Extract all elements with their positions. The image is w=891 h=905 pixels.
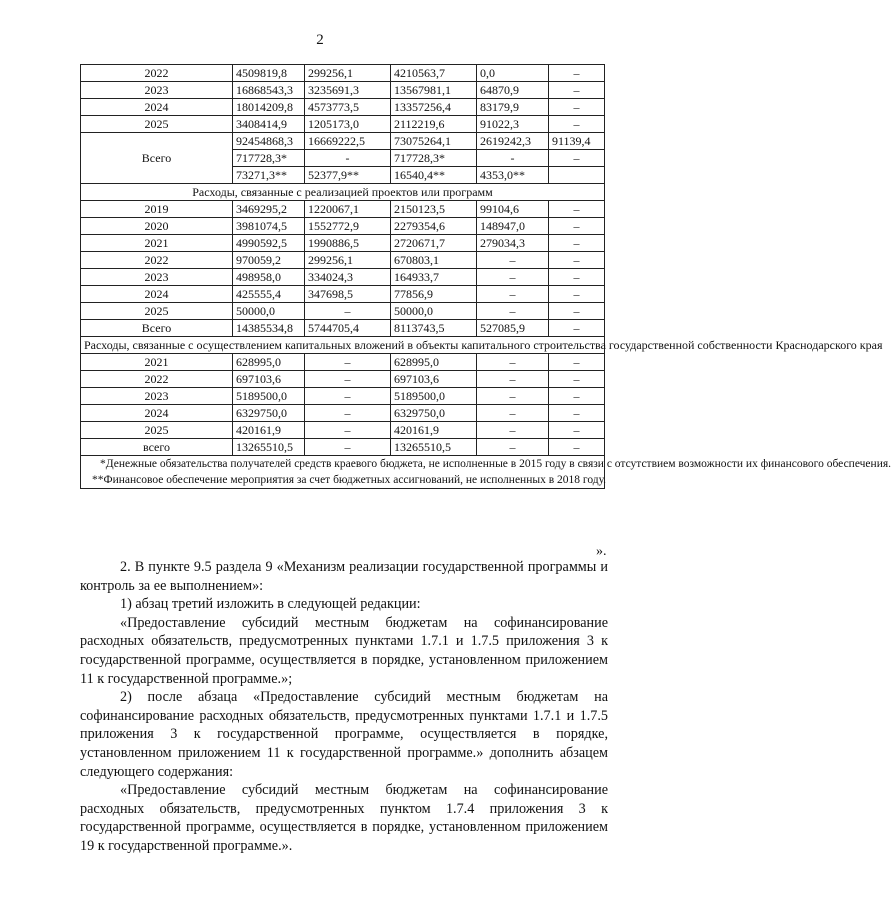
value-cell: 717728,3* [233,150,305,167]
row-label-cell: 2019 [81,201,233,218]
value-cell: 299256,1 [305,252,391,269]
value-cell: 77856,9 [391,286,477,303]
value-cell: – [549,439,605,456]
value-cell: – [477,269,549,286]
value-cell: – [305,354,391,371]
value-cell: 717728,3* [391,150,477,167]
value-cell: – [549,252,605,269]
value-cell: 279034,3 [477,235,549,252]
value-cell: 5189500,0 [233,388,305,405]
value-cell: 6329750,0 [233,405,305,422]
value-cell [549,167,605,184]
value-cell: – [549,116,605,133]
value-cell: – [549,269,605,286]
value-cell: 1205173,0 [305,116,391,133]
value-cell: 91139,4 [549,133,605,150]
value-cell: 2619242,3 [477,133,549,150]
table-row [81,371,605,388]
table-row [81,303,605,320]
value-cell: 13265510,5 [233,439,305,456]
value-cell: 13567981,1 [391,82,477,99]
footnote-text: *Денежные обязательства получателей средств краевого бюджета, не исполненные в 2015 году в связи с отсутствием возможности их финансового обеспечения. [81,456,605,473]
value-cell: – [477,371,549,388]
value-cell: – [305,371,391,388]
value-cell: – [305,439,391,456]
row-label-cell: 2021 [81,354,233,371]
table-row [81,439,605,456]
value-cell: 420161,9 [233,422,305,439]
value-cell: 91022,3 [477,116,549,133]
value-cell: – [549,371,605,388]
value-cell: – [549,422,605,439]
footnote-text: **Финансовое обеспечение мероприятия за счет бюджетных ассигнований, не исполненных в 2018 году. [81,472,605,489]
row-label-cell: 2020 [81,218,233,235]
value-cell: – [549,201,605,218]
table-row [81,286,605,303]
total-label-cell: Всего [81,133,233,184]
value-cell: 92454868,3 [233,133,305,150]
value-cell: 16868543,3 [233,82,305,99]
row-label-cell: 2024 [81,99,233,116]
value-cell: 16669222,5 [305,133,391,150]
row-label-cell: 2024 [81,286,233,303]
value-cell: 14385534,8 [233,320,305,337]
paragraph-subitem-2: 2) после абзаца «Предоставление субсидий местным бюджетам на софинансирование расходных обязательств, предусмотренных пунктами 1.7.1 и 1.7.5 приложения 3 к государственной программе, осуществляется в порядке, установленном приложением 11 к государственной программе.» дополнить абзацем следующего содержания: [80,689,608,780]
table-row [81,235,605,252]
table-row [81,116,605,133]
value-cell: – [549,150,605,167]
row-label-cell: 2023 [81,388,233,405]
table-row [81,82,605,99]
value-cell: – [477,405,549,422]
value-cell: 64870,9 [477,82,549,99]
closing-quote-mark: ». [596,544,607,559]
section-header-projects: Расходы, связанные с реализацией проектов или программ [81,184,605,201]
value-cell: 2279354,6 [391,218,477,235]
value-cell: – [549,388,605,405]
value-cell: 3469295,2 [233,201,305,218]
value-cell: – [477,286,549,303]
table-row [81,320,605,337]
value-cell: – [477,439,549,456]
value-cell: 13265510,5 [391,439,477,456]
table-row [81,252,605,269]
value-cell: – [549,405,605,422]
value-cell: 425555,4 [233,286,305,303]
row-label-cell: 2021 [81,235,233,252]
value-cell: 2720671,7 [391,235,477,252]
paragraph-item-2: 2. В пункте 9.5 раздела 9 «Механизм реализации государственной программы и контроль за ее выполнением»: [80,559,608,594]
value-cell: 4210563,7 [391,65,477,82]
row-label-cell: 2024 [81,405,233,422]
paragraph-subitem-1: 1) абзац третий изложить в следующей редакции: [120,596,421,613]
value-cell: – [305,422,391,439]
value-cell: – [549,99,605,116]
value-cell: 628995,0 [233,354,305,371]
value-cell: - [305,150,391,167]
paragraph-quote-1: «Предоставление субсидий местным бюджетам на софинансирование расходных обязательств, предусмотренных пунктами 1.7.1 и 1.7.5 приложения 3 к государственной программе, осуществляется в порядке, установленном приложением 11 к государственной программе.»; [80,614,608,687]
value-cell: 73271,3** [233,167,305,184]
value-cell: 299256,1 [305,65,391,82]
value-cell: 8113743,5 [391,320,477,337]
table-row [81,422,605,439]
value-cell: 73075264,1 [391,133,477,150]
row-label-cell: 2022 [81,252,233,269]
budget-table [80,64,891,489]
value-cell: – [477,388,549,405]
value-cell: 148947,0 [477,218,549,235]
row-label-cell: 2023 [81,269,233,286]
value-cell: 6329750,0 [391,405,477,422]
value-cell: 527085,9 [477,320,549,337]
value-cell: 347698,5 [305,286,391,303]
table-row [81,405,605,422]
value-cell: 4990592,5 [233,235,305,252]
value-cell: – [477,354,549,371]
row-label-cell: 2025 [81,116,233,133]
value-cell: 0,0 [477,65,549,82]
value-cell: – [305,388,391,405]
row-label-cell: 2025 [81,422,233,439]
value-cell: 3235691,3 [305,82,391,99]
value-cell: – [549,320,605,337]
row-label-cell: 2025 [81,303,233,320]
value-cell: 3408414,9 [233,116,305,133]
value-cell: – [549,354,605,371]
table-row [81,269,605,286]
row-label-cell: 2022 [81,65,233,82]
value-cell: 4509819,8 [233,65,305,82]
value-cell: – [477,252,549,269]
value-cell: – [549,286,605,303]
total-row [81,133,605,150]
amendment-text [80,558,608,856]
value-cell: 2150123,5 [391,201,477,218]
value-cell: 697103,6 [233,371,305,388]
row-label-cell: всего [81,439,233,456]
table-row [81,201,605,218]
table-row [81,354,605,371]
value-cell: – [549,218,605,235]
budget-table-body [81,65,891,489]
section-header-capital-investments: Расходы, связанные с осуществлением капитальных вложений в объекты капитального строительства государственной собственности Краснодарского края [81,337,605,354]
value-cell: – [549,82,605,99]
section-header-row [81,184,605,201]
value-cell: – [549,303,605,320]
row-label-cell: Всего [81,320,233,337]
value-cell: 498958,0 [233,269,305,286]
value-cell: 334024,3 [305,269,391,286]
value-cell: 4573773,5 [305,99,391,116]
footnote-row [81,456,605,473]
value-cell: – [549,235,605,252]
value-cell: 52377,9** [305,167,391,184]
table-row [81,65,605,82]
value-cell: – [549,65,605,82]
value-cell: 83179,9 [477,99,549,116]
value-cell: 420161,9 [391,422,477,439]
table-row [81,218,605,235]
value-cell: 2112219,6 [391,116,477,133]
table-row [81,99,605,116]
value-cell: 99104,6 [477,201,549,218]
section-header-row [81,337,605,354]
value-cell: 13357256,4 [391,99,477,116]
value-cell: 970059,2 [233,252,305,269]
value-cell: 50000,0 [391,303,477,320]
value-cell: 16540,4** [391,167,477,184]
value-cell: - [477,150,549,167]
value-cell: – [477,422,549,439]
value-cell: 697103,6 [391,371,477,388]
page-number: 2 [316,32,324,48]
value-cell: – [305,303,391,320]
row-label-cell: 2022 [81,371,233,388]
value-cell: 4353,0** [477,167,549,184]
table-row [81,388,605,405]
value-cell: 50000,0 [233,303,305,320]
value-cell: 1552772,9 [305,218,391,235]
value-cell: 670803,1 [391,252,477,269]
paragraph-quote-2: «Предоставление субсидий местным бюджетам на софинансирование расходных обязательств, предусмотренных пунктом 1.7.4 приложения 3 к государственной программе, осуществляется в порядке, установленном приложением 19 к государственной программе.». [80,782,608,854]
value-cell: 628995,0 [391,354,477,371]
value-cell: – [477,303,549,320]
value-cell: 3981074,5 [233,218,305,235]
value-cell: – [305,405,391,422]
value-cell: 1990886,5 [305,235,391,252]
value-cell: 1220067,1 [305,201,391,218]
footnote-row [81,472,605,489]
row-label-cell: 2023 [81,82,233,99]
value-cell: 5744705,4 [305,320,391,337]
value-cell: 18014209,8 [233,99,305,116]
value-cell: 5189500,0 [391,388,477,405]
value-cell: 164933,7 [391,269,477,286]
